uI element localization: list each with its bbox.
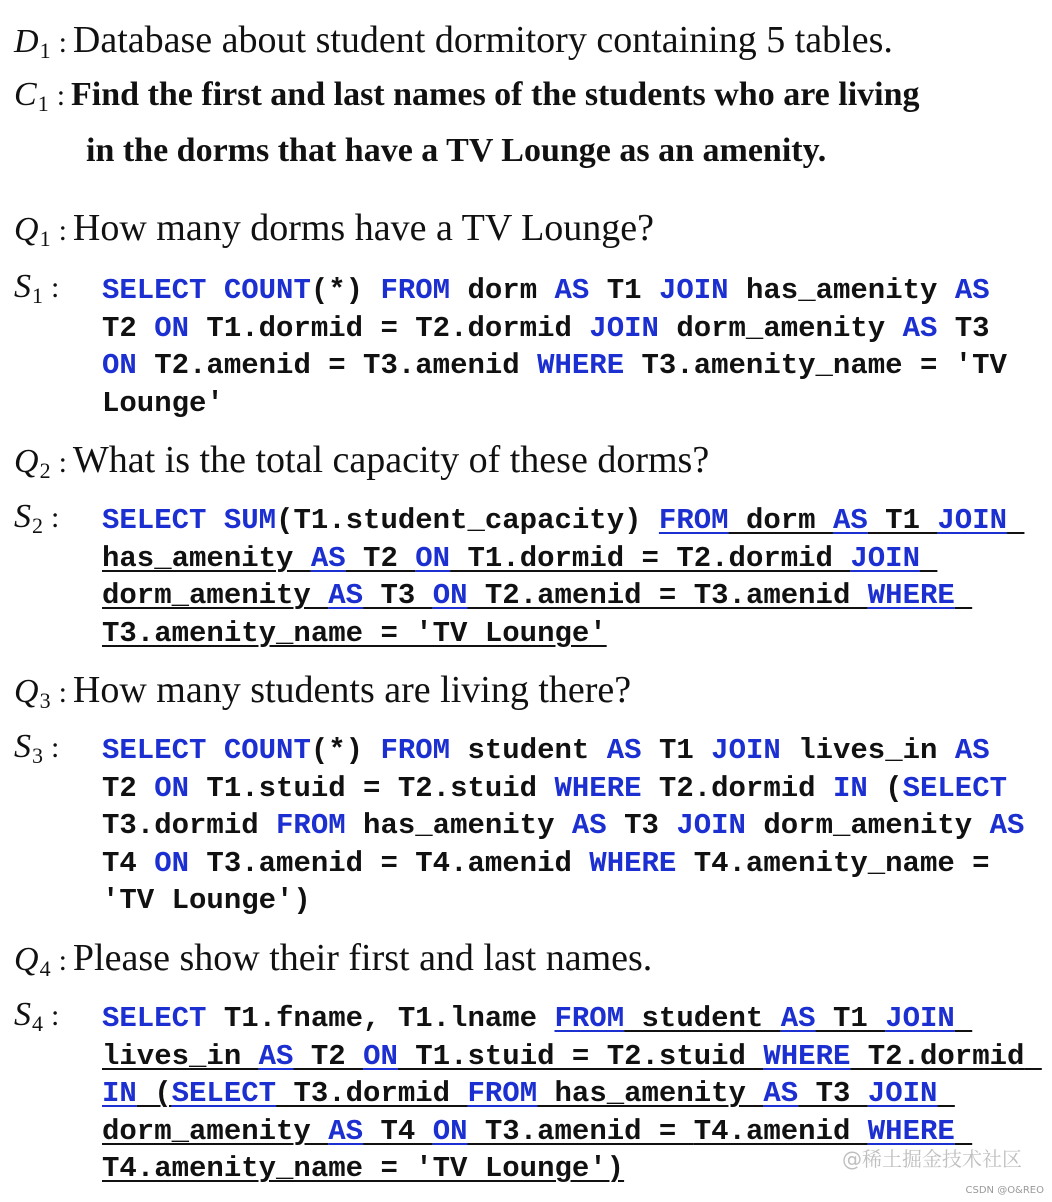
q1-row: [14, 206, 654, 252]
sql-text: dorm: [728, 504, 833, 537]
sql-text: T4.amenity_name = 'TV Lounge'): [102, 846, 1007, 917]
sql-keyword: ON: [154, 846, 190, 880]
sql-text: student: [624, 1002, 781, 1035]
c1-text-line2: in the dorms that have a TV Lounge as an amenity.: [86, 132, 827, 169]
s2-label: $S_2$: [14, 498, 43, 538]
sql-keyword: ON: [432, 579, 468, 612]
sql-text: [206, 504, 223, 537]
sql-text: T1: [815, 1002, 886, 1035]
colon: :: [58, 214, 67, 247]
sql-text: lives_in: [780, 734, 955, 767]
sql-text: student: [450, 734, 607, 767]
sql-keyword: JOIN: [658, 274, 729, 307]
sql-text: T1: [589, 274, 659, 307]
sql-text: dorm_amenity: [102, 1077, 955, 1148]
colon: :: [51, 731, 60, 764]
sql-text: has_amenity: [102, 504, 1025, 575]
s1-label-row: [14, 268, 65, 309]
sql-keyword: SELECT: [171, 1077, 277, 1110]
q4-label: $Q_4$: [14, 941, 51, 981]
sql-keyword: IN: [102, 1077, 137, 1110]
sql-keyword: IN: [832, 771, 868, 805]
sql-text: dorm_amenity: [102, 541, 938, 612]
sql-text: T1.dormid = T2.dormid: [450, 541, 851, 575]
colon: :: [51, 999, 60, 1032]
sql-keyword: AS: [989, 809, 1025, 842]
sql-keyword: WHERE: [589, 846, 677, 880]
colon: :: [56, 79, 66, 112]
sql-text: T1.stuid = T2.stuid: [189, 771, 555, 805]
sql-keyword: AS: [328, 579, 364, 612]
colon: :: [58, 446, 67, 479]
sql-text: T2: [102, 274, 1008, 345]
q1-label: $Q_1$: [14, 211, 51, 251]
sql-text: (*): [310, 274, 381, 307]
watermark: @稀土掘金技术社区: [842, 1147, 1022, 1171]
sql-text: has_amenity: [345, 809, 572, 842]
sql-keyword: ON: [154, 311, 190, 345]
sql-keyword: AS: [258, 1039, 294, 1073]
sql-text: T2: [345, 541, 416, 575]
sql-keyword: AS: [328, 1114, 364, 1148]
sql-keyword: JOIN: [937, 504, 1008, 537]
sql-keyword: FROM: [276, 809, 346, 842]
sql-keyword: JOIN: [867, 1077, 938, 1110]
sql-text: T4: [363, 1114, 433, 1148]
sql-text: T3: [606, 809, 677, 842]
q1-question: How many dorms have a TV Lounge?: [72, 207, 655, 249]
sql-text: T3.amenid = T4.amenid: [189, 846, 590, 880]
sql-keyword: ON: [415, 541, 451, 575]
sql-keyword: AS: [954, 734, 990, 767]
d1-label: $D_1$: [14, 23, 51, 63]
q3-row: [14, 668, 631, 714]
sql-text: [206, 274, 223, 307]
sql-text: dorm: [450, 274, 555, 307]
sql-text: T2: [293, 1039, 364, 1073]
colon: :: [51, 271, 60, 304]
sql-keyword: JOIN: [850, 541, 920, 575]
sql-keyword: AS: [571, 809, 607, 842]
sql-keyword: AS: [310, 541, 346, 575]
sql-text: (T1.student_capacity): [276, 504, 659, 537]
sql-text: T3.amenity_name = 'TV Lounge': [102, 579, 973, 650]
sql-keyword: SELECT: [102, 734, 207, 767]
sql-text: has_amenity: [728, 274, 955, 307]
sql-text: T4.amenity_name = 'TV Lounge'): [102, 1114, 973, 1185]
colon: :: [58, 676, 67, 709]
sql-text: T4: [102, 809, 1042, 880]
q4-row: [14, 936, 652, 982]
sql-keyword: WHERE: [537, 349, 625, 382]
sql-text: T3.dormid: [276, 1077, 468, 1110]
q2-label: $Q_2$: [14, 443, 51, 483]
sql-keyword: SELECT: [102, 504, 207, 537]
sql-text: T1.fname, T1.lname: [206, 1002, 555, 1035]
sql-keyword: JOIN: [711, 734, 781, 767]
s3-sql: [102, 732, 1042, 920]
sql-keyword: ON: [363, 1039, 398, 1073]
c1-row: [14, 76, 920, 117]
sql-text: T3.dormid: [102, 771, 1025, 842]
c1-label: $C_1$: [14, 76, 49, 116]
sql-text: T1.stuid = T2.stuid: [397, 1039, 764, 1073]
colon: :: [58, 26, 67, 59]
s2-label-row: [14, 498, 65, 539]
sql-keyword: ON: [154, 771, 190, 805]
sql-text: T3: [363, 579, 433, 612]
sql-text: T3: [937, 311, 1007, 345]
sql-keyword: AS: [954, 274, 990, 307]
sql-keyword: AS: [902, 311, 938, 345]
sql-keyword: SELECT: [102, 274, 207, 307]
sql-keyword: JOIN: [676, 809, 746, 842]
s3-label-row: [14, 728, 65, 769]
sql-keyword: ON: [102, 349, 137, 382]
sql-keyword: COUNT: [223, 734, 311, 767]
s4-label: $S_4$: [14, 996, 43, 1036]
sql-text: T3: [798, 1077, 868, 1110]
sql-keyword: AS: [832, 504, 868, 537]
watermark-small: CSDN @O&REO: [965, 1185, 1044, 1196]
d1-row: [14, 18, 893, 64]
sql-text: T1: [867, 504, 938, 537]
sql-text: dorm_amenity: [658, 311, 903, 345]
sql-text: T2.amenid = T3.amenid: [467, 579, 868, 612]
sql-text: (: [867, 771, 903, 805]
d1-text: Database about student dormitory containing 5 tables.: [72, 19, 893, 61]
sql-text: has_amenity: [537, 1077, 764, 1110]
sql-keyword: AS: [554, 274, 590, 307]
sql-keyword: SELECT: [102, 1002, 207, 1035]
colon: :: [51, 501, 60, 534]
sql-keyword: WHERE: [867, 1114, 955, 1148]
q3-question: How many students are living there?: [72, 669, 632, 711]
sql-text: T2.dormid: [850, 1039, 1042, 1073]
sql-text: T1: [641, 734, 712, 767]
sql-text: (: [136, 1077, 172, 1110]
sql-text: T3.amenid =: [467, 1114, 694, 1148]
sql-keyword: FROM: [380, 734, 451, 767]
sql-text: T2.dormid: [641, 771, 833, 805]
sql-keyword: JOIN: [885, 1002, 955, 1035]
sql-keyword: WHERE: [554, 771, 642, 805]
sql-keyword: FROM: [380, 274, 451, 307]
sql-keyword: AS: [780, 1002, 816, 1035]
sql-text: lives_in: [102, 1002, 973, 1073]
q2-question: What is the total capacity of these dorms?: [72, 439, 710, 481]
colon: :: [58, 944, 67, 977]
sql-text: T4.amenid: [693, 1114, 868, 1148]
s1-sql: [102, 272, 1032, 422]
sql-keyword: AS: [606, 734, 642, 767]
sql-text: T1.dormid = T2.dormid: [189, 311, 590, 345]
sql-keyword: JOIN: [589, 311, 659, 345]
s1-label: $S_1$: [14, 268, 43, 308]
sql-text: T3.amenity_name = 'TV Lounge': [102, 349, 1025, 420]
c1-text-line1: Find the first and last names of the students who are living: [71, 76, 920, 113]
sql-text: T2.amenid = T3.amenid: [136, 349, 538, 382]
q4-question: Please show their first and last names.: [72, 937, 653, 979]
s2-sql: [102, 502, 1032, 652]
sql-keyword: COUNT: [223, 274, 311, 307]
sql-keyword: AS: [763, 1077, 799, 1110]
sql-text: dorm_amenity: [745, 809, 990, 842]
sql-keyword: WHERE: [867, 579, 955, 612]
sql-keyword: SUM: [223, 504, 277, 537]
sql-keyword: FROM: [554, 1002, 625, 1035]
q2-row: [14, 438, 709, 484]
sql-keyword: ON: [432, 1114, 468, 1148]
sql-text: [206, 734, 223, 767]
sql-text: (*): [310, 734, 381, 767]
s4-label-row: [14, 996, 65, 1037]
sql-keyword: FROM: [467, 1077, 538, 1110]
sql-keyword: SELECT: [902, 771, 1007, 805]
sql-keyword: WHERE: [763, 1039, 851, 1073]
q3-label: $Q_3$: [14, 673, 51, 713]
sql-keyword: FROM: [658, 504, 729, 537]
sql-text: T2: [102, 734, 1008, 805]
s3-label: $S_3$: [14, 728, 43, 768]
